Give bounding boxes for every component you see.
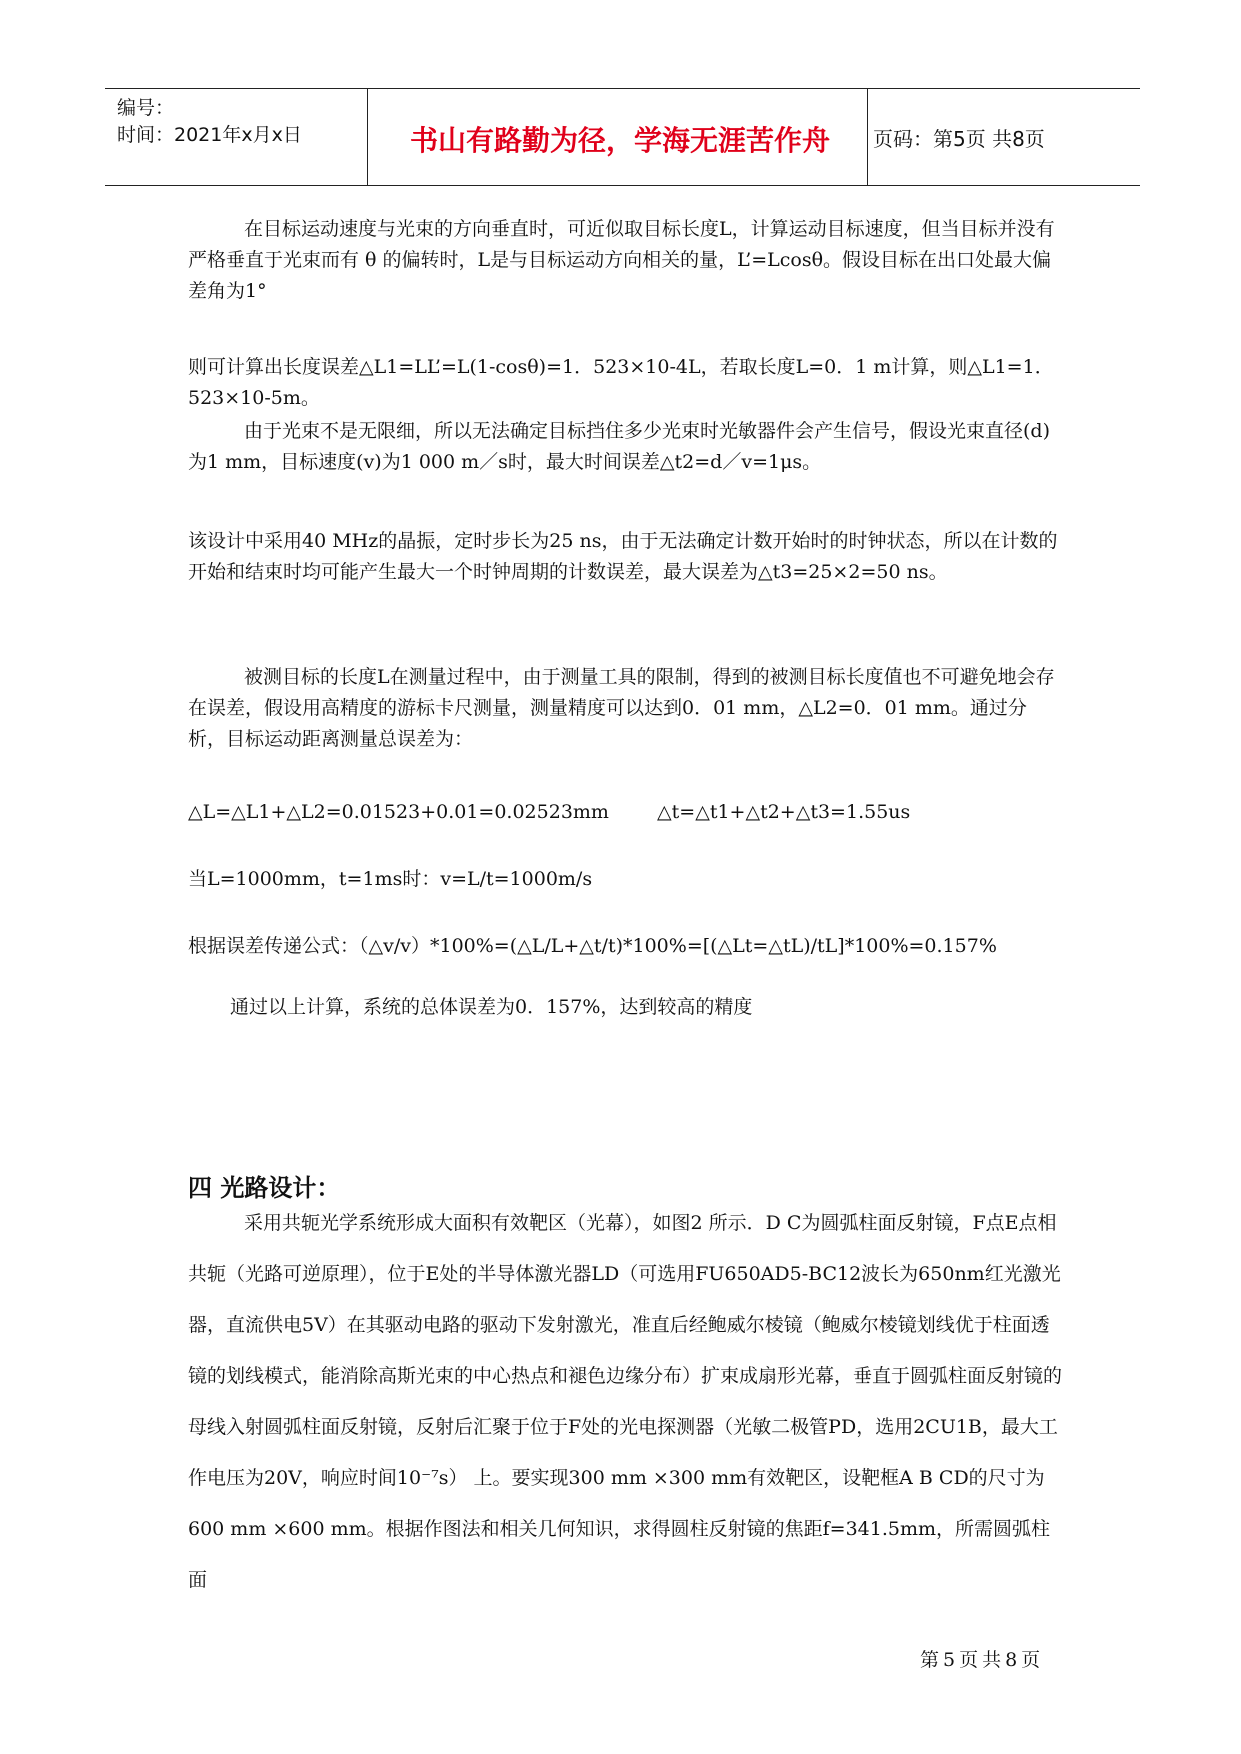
page-number-label: 页码：第5页 共8页 (873, 127, 1045, 151)
header-divider (367, 89, 368, 185)
time-label: 时间：2021年x月x日 (117, 124, 302, 146)
header-divider (867, 89, 868, 185)
equation-line (188, 797, 1062, 828)
equation-time: △t=△t1+△t2+△t3=1.55us (657, 801, 911, 823)
page-header (105, 88, 1140, 186)
body-paragraph: 由于光束不是无限细，所以无法确定目标挡住多少光束时光敏器件会产生信号，假设光束直径(d)为1 mm，目标速度(v)为1 000 m／s时，最大时间误差△t2=d／v=1μs。 (188, 420, 1050, 473)
body-paragraph: 通过以上计算，系统的总体误差为0．157%，达到较高的精度 (230, 996, 753, 1018)
page-footer: 第5页共8页 (920, 1649, 1045, 1671)
body-paragraph: 在目标运动速度与光束的方向垂直时，可近似取目标长度L，计算运动目标速度，但当目标并没有严格垂直于光束而有 θ 的偏转时，L是与目标运动方向相关的量，L’=Lcosθ。假设目标在出口处最大偏差角为1° (188, 218, 1055, 302)
equation-length: △L=△L1+△L2=0.01523+0.01=0.02523mm (188, 801, 609, 823)
body-paragraph: 根据误差传递公式：（△v/v）*100%=(△L/L+△t/t)*100%=[(△Lt=△tL)/tL]*100%=0.157% (188, 935, 997, 957)
header-meta (117, 95, 367, 149)
section-title: 四 光路设计： (188, 1174, 341, 1202)
section-paragraph: 采用共轭光学系统形成大面积有效靶区（光幕），如图2 所示．D C为圆弧柱面反射镜，F点E点相共轭（光路可逆原理），位于E处的半导体激光器LD（可选用FU650AD5-BC12波长为650nm红光激光器，直流供电5V）在其驱动电路的驱动下发射激光，准直后经鲍威尔棱镜（鲍威尔棱镜划线优于柱面透镜的划线模式，能消除高斯光束的中心热点和褪色边缘分布）扩束成扇形光幕，垂直于圆弧柱面反射镜的母线入射圆弧柱面反射镜，反射后汇聚于位于F处的光电探测器（光敏二极管PD，选用2CU1B，最大工作电压为20V，响应时间10⁻⁷s） 上。要实现300 mm ×300 mm有效靶区，设靶框A B CD的尺寸为600 mm ×600 mm。根据作图法和相关几何知识，求得圆柱反射镜的焦距f=341.5mm，所需圆弧柱面 (188, 1212, 1063, 1591)
header-motto: 书山有路勤为径，学海无涯苦作舟 (409, 124, 830, 157)
body-paragraph: 则可计算出长度误差△L1=LL’=L(1-cosθ)=1．523×10-4L，若取长度L=0．1 m计算，则△L1=1．523×10-5m。 (188, 356, 1054, 409)
body-paragraph: 被测目标的长度L在测量过程中，由于测量工具的限制，得到的被测目标长度值也不可避免地会存在误差，假设用高精度的游标卡尺测量，测量精度可以达到0．01 mm，△L2=0．01 mm。通过分析，目标运动距离测量总误差为： (188, 666, 1055, 750)
body-paragraph: 当L=1000mm，t=1ms时：v=L/t=1000m/s (188, 868, 593, 890)
doc-number-label: 编号： (117, 97, 175, 119)
body-paragraph: 该设计中采用40 MHz的晶振，定时步长为25 ns，由于无法确定计数开始时的时钟状态，所以在计数的开始和结束时均可能产生最大一个时钟周期的计数误差，最大误差为△t3=25×2=50 ns。 (188, 530, 1058, 583)
